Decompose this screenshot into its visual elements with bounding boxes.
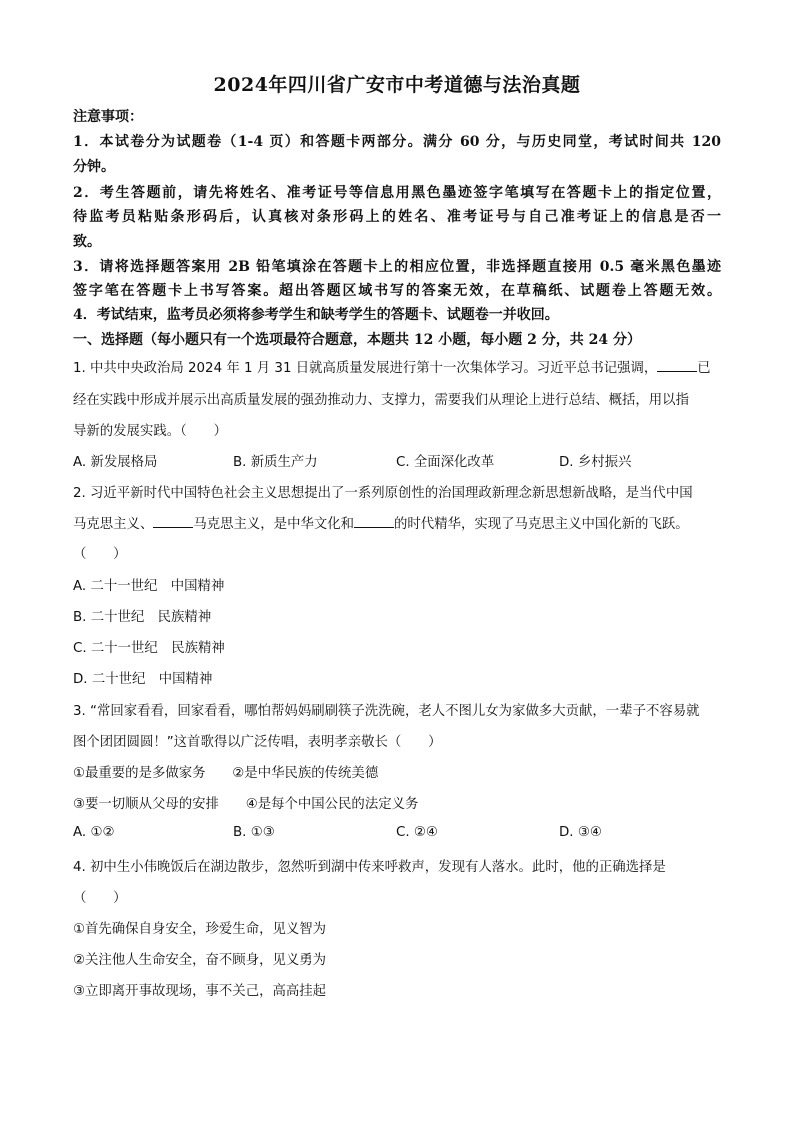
question-2-line-2: 马克思主义、 马克思主义，是中华文化和 的时代精华，实现了马克思主义中国化新的飞跃。 — [73, 513, 721, 532]
section-heading-choice: 一、选择题（每小题只有一个选项最符合题意，本题共 12 小题，每小题 2 分，共 24 分） — [73, 332, 641, 348]
notice-item-4: 4．考试结束，监考员必须将参考学生和缺考学生的答题卡、试题卷一并收回。 — [73, 307, 559, 323]
notice-item-3-line-2: 签字笔在答题卡上书写答案。超出答题区域书写的答案无效，在草稿纸、试题卷上答题无效。 — [73, 283, 721, 299]
question-3-line-2: 图个团团圆圆！”这首歌得以广泛传唱，表明孝亲敬长（ ） — [73, 735, 442, 750]
question-4-statement-2: ②关注他人生命安全，奋不顾身，见义勇为 — [73, 953, 327, 968]
page-title: 2024年四川省广安市中考道德与法治真题 — [213, 74, 581, 96]
question-3-line-1: 3. “常回家看看，回家看看，哪怕帮妈妈刷刷筷子洗洗碗，老人不图儿女为家做多大贡献，一辈子不容易就 — [73, 704, 700, 719]
question-1-line-3: 导新的发展实践。（ ） — [73, 424, 227, 439]
answer-blank — [153, 513, 193, 528]
notice-item-2-line-3: 致。 — [73, 234, 101, 250]
question-4-statement-3: ③立即离开事故现场，事不关己，高高挂起 — [73, 984, 327, 999]
notice-item-1-line-1: 1．本试卷分为试题卷（1-4 页）和答题卡两部分。满分 60 分，与历史同堂，考试时间共 120 — [73, 134, 721, 150]
question-3-statements-1: ①最重要的是多做家务 ②是中华民族的传统美德 — [73, 766, 379, 781]
option-a: A. ①② — [73, 825, 115, 840]
notice-item-2-line-2: 待监考员粘贴条形码后，认真核对条形码上的姓名、准考证号与自己准考证上的信息是否一 — [73, 209, 721, 225]
question-1-line-1: 1. 中共中央政治局 2024 年 1 月 31 日就高质量发展进行第十一次集体学习。习近平总书记强调， 已 — [73, 357, 721, 376]
option-b: B. 新质生产力 — [233, 455, 318, 470]
notice-heading: 注意事项： — [73, 109, 143, 125]
question-2-option-a: A. 二十一世纪 中国精神 — [73, 579, 225, 594]
question-2-option-d: D. 二十世纪 中国精神 — [73, 672, 213, 687]
question-4-line-2: （ ） — [73, 891, 127, 906]
option-d: D. ③④ — [559, 825, 602, 840]
question-2-line-3: （ ） — [73, 547, 127, 562]
question-2-option-b: B. 二十世纪 民族精神 — [73, 610, 212, 625]
question-2-option-c: C. 二十一世纪 民族精神 — [73, 641, 225, 656]
option-b: B. ①③ — [233, 825, 275, 840]
option-c: C. 全面深化改革 — [396, 455, 495, 470]
option-a: A. 新发展格局 — [73, 455, 158, 470]
notice-item-2-line-1: 2．考生答题前，请先将姓名、准考证号等信息用黑色墨迹签字笔填写在答题卡上的指定位置， — [73, 185, 721, 201]
question-3-statements-2: ③要一切顺从父母的安排 ④是每个中国公民的法定义务 — [73, 797, 419, 812]
answer-blank — [657, 357, 697, 372]
option-d: D. 乡村振兴 — [559, 455, 632, 470]
question-4-statement-1: ①首先确保自身安全，珍爱生命，见义智为 — [73, 922, 327, 937]
question-4-line-1: 4. 初中生小伟晚饭后在湖边散步，忽然听到湖中传来呼救声，发现有人落水。此时，他的正确选择是 — [73, 860, 666, 875]
question-2-line-1: 2. 习近平新时代中国特色社会主义思想提出了一系列原创性的治国理政新理念新思想新战略，是当代中国 — [73, 486, 693, 501]
answer-blank — [354, 513, 394, 528]
question-1-line-2: 经在实践中形成并展示出高质量发展的强劲推动力、支撑力，需要我们从理论上进行总结、概括，用以指 — [73, 393, 689, 408]
notice-item-1-line-2: 分钟。 — [73, 159, 115, 175]
option-c: C. ②④ — [396, 825, 438, 840]
notice-item-3-line-1: 3．请将选择题答案用 2B 铅笔填涂在答题卡上的相应位置，非选择题直接用 0.5 毫米黑色墨迹 — [73, 259, 721, 275]
